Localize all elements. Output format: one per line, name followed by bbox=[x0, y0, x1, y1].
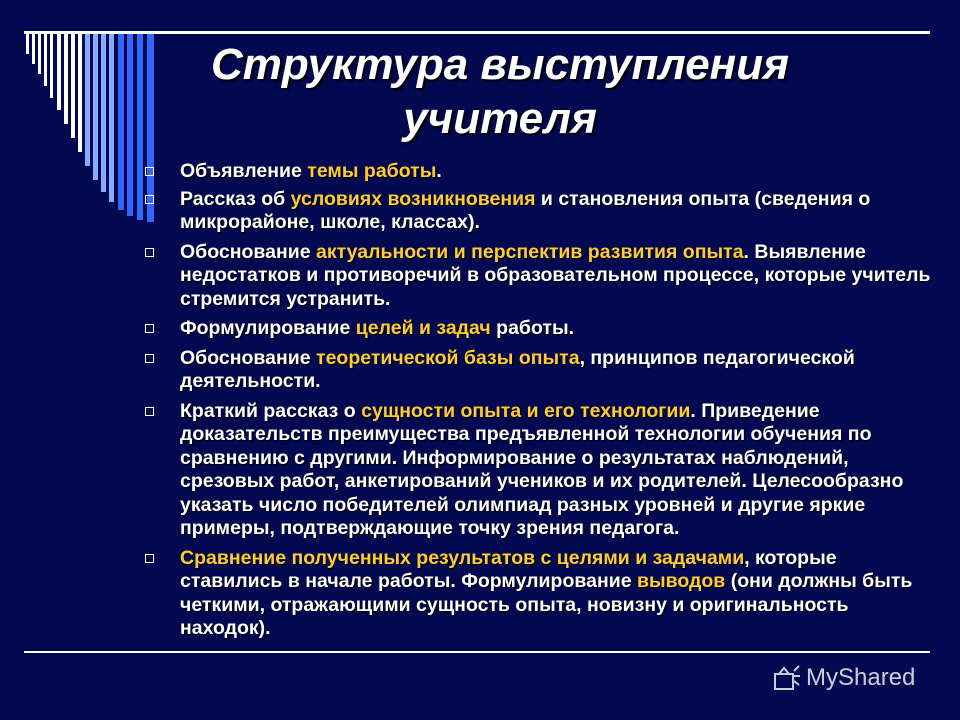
highlighted-text: условиях возникновения bbox=[290, 187, 536, 210]
item-text: Краткий рассказ о bbox=[180, 399, 362, 422]
item-text: . Выявление недостатков и противоречий в образовательном процессе, которые учитель стремится устранить. bbox=[180, 240, 931, 310]
highlighted-text: целей и задач bbox=[355, 317, 491, 339]
item-text: Обоснование bbox=[180, 346, 317, 369]
decorative-stripe bbox=[38, 34, 41, 74]
decorative-stripe bbox=[50, 34, 53, 98]
bullet-item bbox=[140, 160, 940, 184]
item-text: Рассказ об bbox=[180, 187, 291, 210]
top-divider-line bbox=[24, 31, 930, 34]
decorative-stripe bbox=[118, 34, 124, 210]
bullet-item bbox=[140, 547, 940, 641]
slide-title bbox=[150, 38, 850, 146]
decorative-stripe bbox=[101, 34, 106, 192]
watermark bbox=[772, 660, 915, 696]
item-text: , принципов педагогической деятельности. bbox=[180, 346, 855, 392]
highlighted-text: актуальности и перспектив развития опыта bbox=[316, 240, 744, 263]
highlighted-text: теоретической базы опыта bbox=[316, 346, 580, 369]
title-line-2: учителя bbox=[403, 94, 597, 143]
square-bullet-icon bbox=[145, 195, 154, 204]
decorative-stripe bbox=[44, 34, 47, 86]
title-line-1: Структура выступления bbox=[210, 40, 790, 89]
decorative-stripe bbox=[78, 34, 82, 152]
decorative-stripe bbox=[64, 34, 68, 124]
square-bullet-icon bbox=[145, 248, 154, 257]
item-text: , которые ставились в начале работы. Формулирование bbox=[180, 546, 837, 592]
item-text: . bbox=[436, 160, 442, 182]
bottom-divider-line bbox=[24, 651, 930, 653]
watermark-text: MyShared bbox=[806, 664, 916, 691]
highlighted-text: темы работы bbox=[307, 160, 437, 182]
bullet-item bbox=[140, 317, 940, 341]
item-text: Формулирование bbox=[180, 317, 356, 339]
item-text: (они должны быть четкими, отражающими сущность опыта, новизну и оригинальность находок). bbox=[180, 570, 913, 639]
decorative-stripe bbox=[32, 34, 35, 64]
decorative-stripe bbox=[93, 34, 98, 180]
bullet-item bbox=[140, 400, 940, 541]
decorative-stripe bbox=[71, 34, 75, 138]
bullet-item bbox=[140, 347, 940, 394]
square-bullet-icon bbox=[145, 324, 154, 333]
item-text: . Приведение доказательств преимущества предъявленной технологии обучения по сравнению с другими. Информирование о результатах наблюдений, срезовых работ, анкетирований учеников и их родителей. Целесообразно указать число победителей олимпиад разных уровней и другие яркие примеры, подтверждающие точку зрения педагога. bbox=[180, 399, 904, 539]
item-text: работы. bbox=[490, 317, 575, 339]
bullet-list bbox=[140, 160, 940, 641]
decorative-stripe bbox=[109, 34, 114, 202]
decorative-stripe bbox=[57, 34, 61, 110]
myshared-logo-icon bbox=[772, 663, 802, 693]
decorative-stripe bbox=[127, 34, 133, 216]
bullet-item bbox=[140, 241, 940, 312]
square-bullet-icon bbox=[145, 354, 154, 363]
item-text: и становления опыта (сведения о микрорайоне, школе, классах). bbox=[180, 187, 871, 233]
decorative-stripe bbox=[26, 34, 29, 54]
square-bullet-icon bbox=[145, 554, 154, 563]
highlighted-text: сущности опыта и его технологии bbox=[361, 399, 691, 422]
square-bullet-icon bbox=[145, 167, 154, 176]
item-text: Обоснование bbox=[180, 240, 317, 263]
highlighted-text: выводов bbox=[636, 570, 726, 592]
item-text: Объявление bbox=[180, 160, 308, 182]
bullet-item bbox=[140, 188, 940, 235]
square-bullet-icon bbox=[145, 407, 154, 416]
highlighted-text: Сравнение полученных результатов с целями и задачами bbox=[180, 546, 745, 569]
decorative-stripe bbox=[85, 34, 90, 166]
